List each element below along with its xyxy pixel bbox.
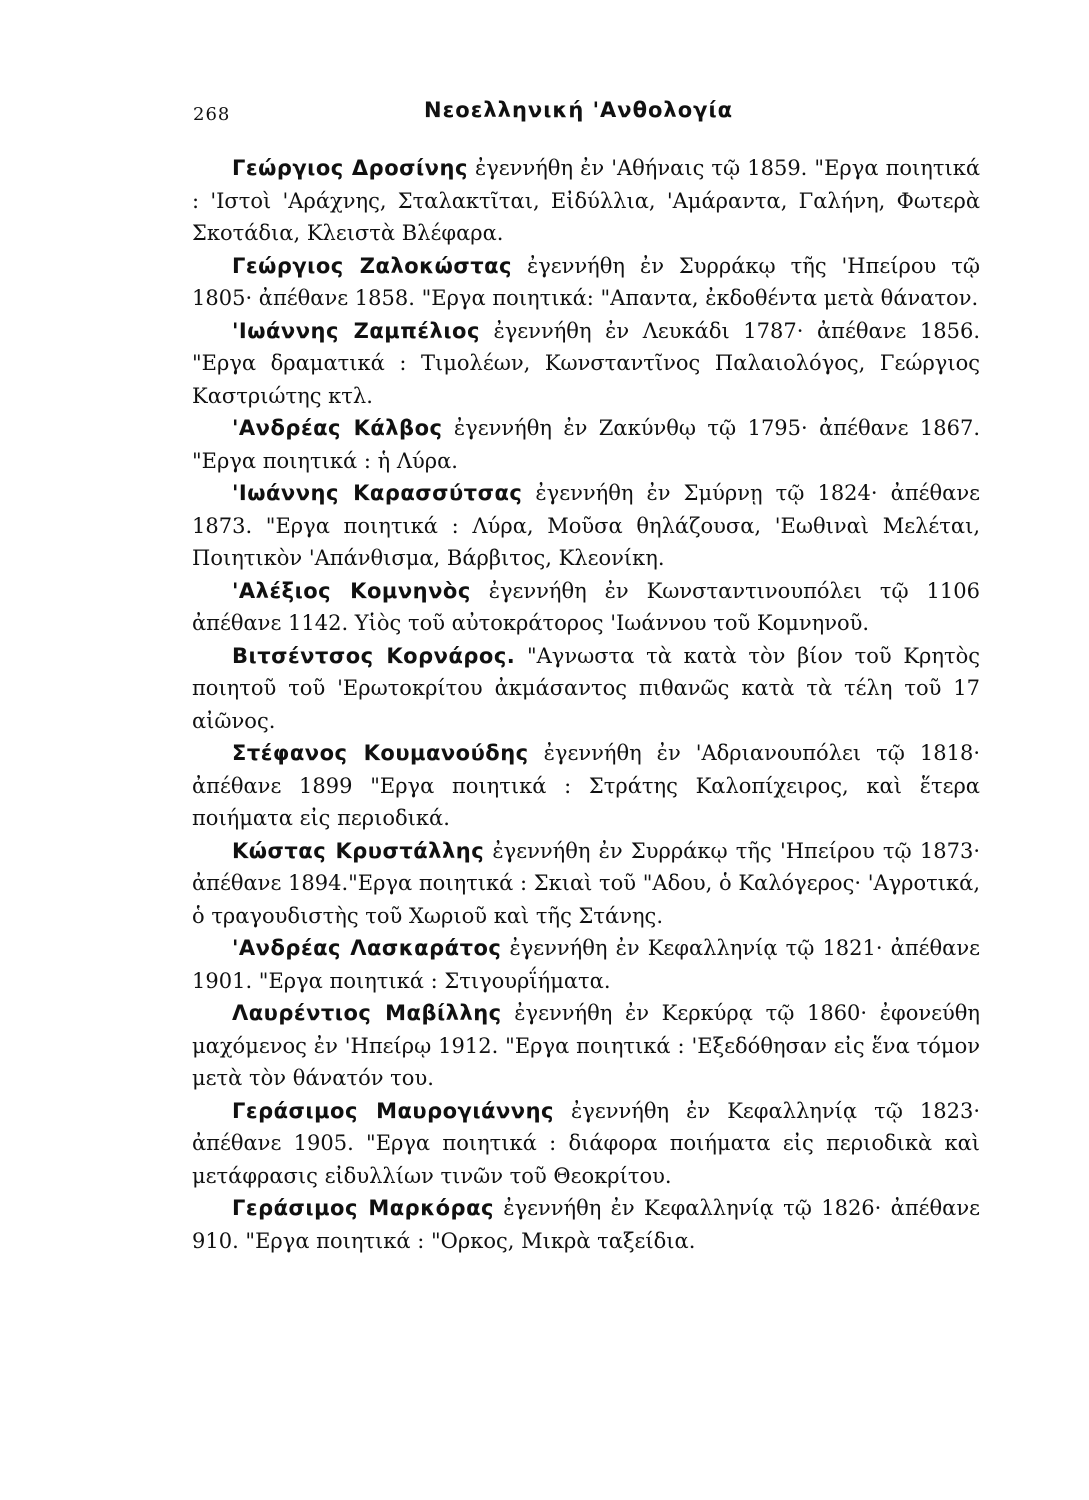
biography-entry — [192, 932, 980, 997]
biography-entry — [192, 640, 980, 738]
poet-name: 'Ιωάννης Ζαμπέλιος — [232, 318, 480, 343]
biography-text: ἐγεννήθη ἐν Κεφαλληνίᾳ τῷ 1826· ἀπέθανε 910. "Εργα ποιητικά : "Ορκος, Μικρὰ ταξείδια. — [192, 1196, 980, 1253]
biography-entry — [192, 835, 980, 933]
biography-text: ἐγεννήθη ἐν Σμύρνῃ τῷ 1824· ἀπέθανε 1873. "Εργα ποιητικά : Λύρα, Μοῦσα θηλάζουσα, 'Εωθιναὶ Μελέται, Ποιητικὸν 'Απάνθισμα, Βάρβιτος, Κλεονίκη. — [192, 481, 980, 570]
biography-entry — [192, 997, 980, 1095]
biography-entry — [192, 250, 980, 315]
poet-name: Λαυρέντιος Μαβίλλης — [232, 1001, 502, 1025]
biography-text: ἐγεννήθη ἐν Κωνσταντινουπόλει τῷ 1106 ἀπέθανε 1142. Υἱὸς τοῦ αὐτοκράτορος 'Ιωάννου τοῦ Κομνηνοῦ. — [192, 578, 980, 635]
biography-text: ἐγεννήθη ἐν Λευκάδι 1787· ἀπέθανε 1856. "Εργα δραματικά : Τιμολέων, Κωνσταντῖνος Παλαιολόγος, Γεώργιος Καστριώτης κτλ. — [192, 318, 980, 408]
biography-text: ἐγεννήθη ἐν Κερκύρᾳ τῷ 1860· ἐφονεύθη μαχόμενος ἐν 'Ηπείρῳ 1912. "Εργα ποιητικά : 'Εξεδόθησαν εἰς ἕνα τόμον μετὰ τὸν θάνατόν του. — [192, 1001, 980, 1090]
biography-text: ἐγεννήθη ἐν Κεφαλληνίᾳ τῷ 1823· ἀπέθανε 1905. "Εργα ποιητικά : διάφορα ποιήματα εἰς περιοδικὰ καὶ μετάφρασις εἰδυλλίων τινῶν τοῦ Θεοκρίτου. — [192, 1098, 980, 1188]
poet-name: 'Ανδρέας Κάλβος — [232, 416, 443, 440]
poet-name: Βιτσέντσος Κορνάρος. — [232, 643, 516, 668]
biography-text: ἐγεννήθη ἐν Συρράκῳ τῆς 'Ηπείρου τῷ 1873· ἀπέθανε 1894."Εργα ποιητικά : Σκιαὶ τοῦ "Αδου, ὁ Καλόγερος· 'Αγροτικά, ὁ τραγουδιστὴς τοῦ Χωριοῦ καὶ τῆς Στάνης. — [192, 838, 980, 928]
running-title: Νεοελληνική 'Ανθολογία — [424, 98, 734, 122]
biography-entry — [192, 1095, 980, 1193]
biography-text: ἐγεννήθη ἐν Ζακύνθῳ τῷ 1795· ἀπέθανε 1867. "Εργα ποιητικά : ἡ Λύρα. — [192, 416, 980, 473]
biography-entry — [192, 412, 980, 477]
poet-name: Γεώργιος Δροσίνης — [232, 156, 468, 180]
poet-name: 'Αλέξιος Κομνηνὸς — [232, 578, 471, 603]
poet-name: 'Ιωάννης Καρασσύτσας — [232, 481, 523, 505]
biography-text: ἐγεννήθη ἐν 'Αθήναις τῷ 1859. "Εργα ποιητικά : 'Ιστοὶ 'Αράχνης, Σταλακτῖται, Εἰδύλλια, 'Αμάραντα, Γαλήνη, Φωτερὰ Σκοτάδια, Κλειστὰ Βλέφαρα. — [192, 156, 980, 245]
biography-entry — [192, 315, 980, 413]
biography-entry — [192, 477, 980, 575]
page-number: 268 — [193, 104, 231, 125]
biography-text: ἐγεννήθη ἐν Κεφαλληνίᾳ τῷ 1821· ἀπέθανε 1901. "Εργα ποιητικά : Στιγουρΐήματα. — [192, 936, 980, 993]
poet-name: 'Ανδρέας Λασκαράτος — [232, 936, 502, 960]
poet-name: Στέφανος Κουμανούδης — [232, 741, 529, 765]
biography-text: "Αγνωστα τὰ κατὰ τὸν βίον τοῦ Κρητὸς ποιητοῦ τοῦ 'Ερωτοκρίτου ἀκμάσαντος πιθανῶς κατὰ τὰ τέλη τοῦ 17 αἰῶνος. — [192, 643, 980, 733]
poet-name: Γεώργιος Ζαλοκώστας — [232, 253, 512, 278]
biography-entry — [192, 575, 980, 640]
biography-entry — [192, 152, 980, 250]
biography-entry — [192, 1192, 980, 1257]
poet-name: Γεράσιμος Μαρκόρας — [232, 1196, 494, 1220]
biography-entry — [192, 737, 980, 835]
biography-list — [192, 152, 980, 1257]
biography-text: ἐγεννήθη ἐν 'Αδριανουπόλει τῷ 1818· ἀπέθανε 1899 "Εργα ποιητικά : Στράτης Καλοπίχειρος, καὶ ἕτερα ποιήματα εἰς περιοδικά. — [192, 741, 980, 830]
biography-text: ἐγεννήθη ἐν Συρράκῳ τῆς 'Ηπείρου τῷ 1805· ἀπέθανε 1858. "Εργα ποιητικά: "Απαντα, ἐκδοθέντα μετὰ θάνατον. — [192, 253, 980, 310]
poet-name: Γεράσιμος Μαυρογιάννης — [232, 1098, 554, 1123]
poet-name: Κώστας Κρυστάλλης — [232, 838, 485, 863]
